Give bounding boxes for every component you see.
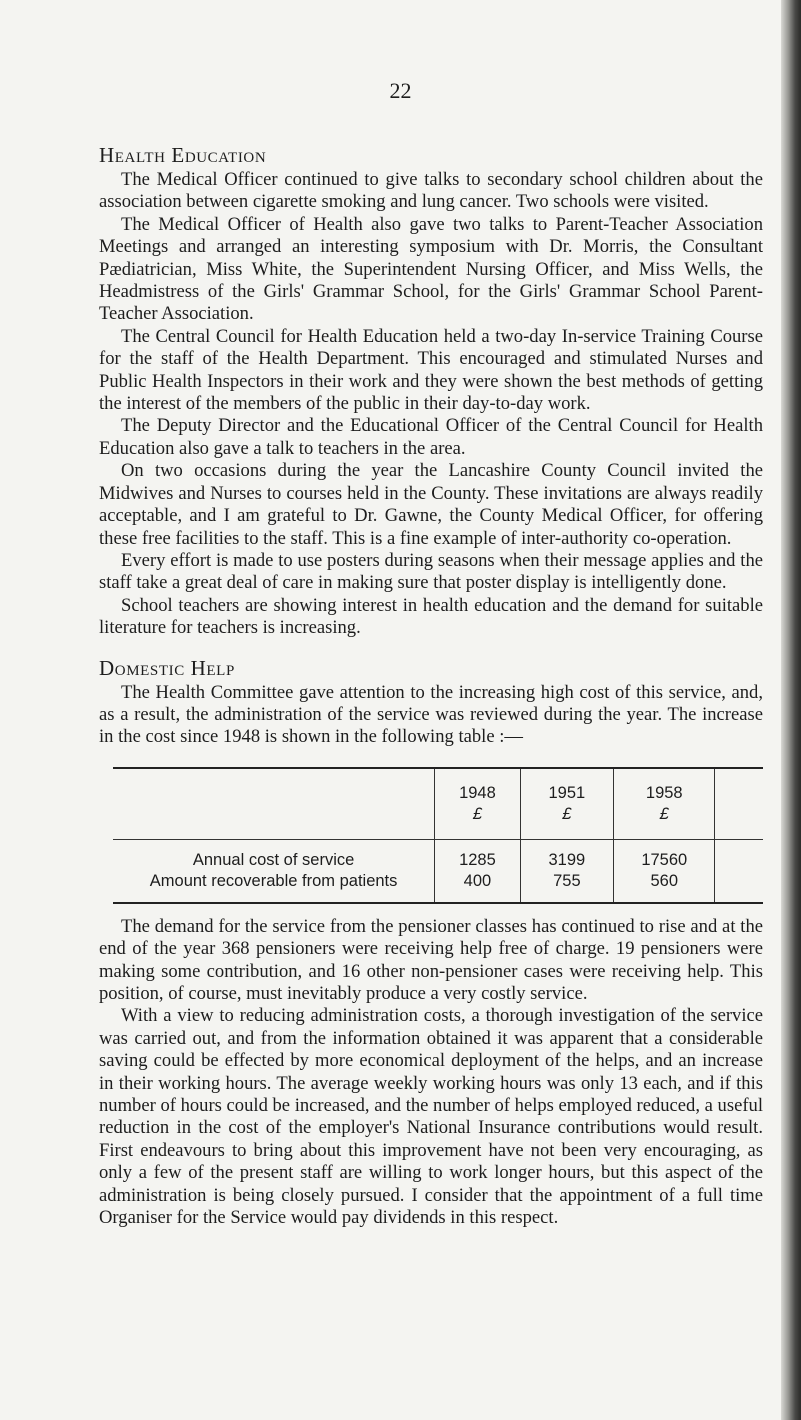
year-label: 1951 — [548, 783, 586, 802]
cost-table — [113, 767, 763, 904]
table-header-cell — [435, 768, 521, 840]
row-labels-cell — [113, 839, 435, 903]
table-value: 1285 — [459, 850, 496, 869]
currency-label: £ — [562, 804, 572, 823]
year-label: 1958 — [645, 783, 683, 802]
page-edge-shadow — [781, 0, 801, 1420]
paragraph: The demand for the service from the pensioner classes has continued to rise and at the end of the year 368 pensioners were receiving help free of charge. 19 pensioners were making some contribution, and 16 other non-pensioner cases were receiving help. This position, of course, must inevitably produce a very costly service. — [99, 915, 763, 1004]
section-heading-health-education: Health Education — [99, 143, 267, 167]
paragraph: On two occasions during the year the Lancashire County Council invited the Midwives and Nurses to courses held in the County. These invitations are always readily acceptable, and I am grateful to Dr. Gawne, the County Medical Officer, for offering these free facilities to the staff. This is a fine example of inter-authority co-operation. — [99, 460, 763, 549]
paragraph: The Deputy Director and the Educational Officer of the Central Council for Health Education also gave a talk to teachers in the area. — [99, 415, 763, 459]
values-cell — [435, 839, 521, 903]
paragraph: Every effort is made to use posters during seasons when their message applies and the staff take a great deal of care in making sure that poster display is intelligently done. — [99, 549, 763, 594]
table-value: 560 — [650, 871, 679, 890]
paragraph: The Health Committee gave attention to the increasing high cost of this service, and, as a result, the administration of the service was reviewed during the year. The increase in the cost since 1948 is shown in the following table :— — [99, 681, 763, 748]
table-header-cell — [614, 768, 715, 840]
table-spacer-cell — [715, 839, 763, 903]
paragraph: The Medical Officer of Health also gave two talks to Parent-Teacher Association Meetings and arranged an interesting symposium with Dr. Morris, the Consultant Pædiatrician, Miss White, the Superintendent Nursing Officer, and Miss Wells, the Headmistress of the Girls' Grammar School, for the Girls' Grammar School Parent-Teacher Association. — [99, 213, 763, 325]
row-label: Annual cost of service — [192, 850, 355, 869]
table-body-row — [113, 839, 763, 903]
table-value: 3199 — [548, 850, 586, 869]
values-cell — [614, 839, 715, 903]
paragraph: School teachers are showing interest in health education and the demand for suitable literature for teachers is increasing. — [99, 594, 763, 639]
paragraph: With a view to reducing administration costs, a thorough investigation of the service was carried out, and from the information obtained it was apparent that a considerable saving could be effected by more economical deployment of the helps, and an increase in their working hours. The average weekly working hours was only 13 each, and if this number of hours could be increased, and the number of helps employed reduced, a useful reduction in the cost of the employer's National Insurance contributions would result. First endeavours to bring about this improvement have not been very encouraging, as only a few of the present staff are willing to work longer hours, but this aspect of the administration is being closely pursued. I consider that the appointment of a full time Organiser for the Service would pay dividends in this respect. — [99, 1005, 763, 1229]
table-header-row — [113, 768, 763, 840]
table-value: 17560 — [641, 850, 688, 869]
table-value: 400 — [463, 871, 492, 890]
year-label: 1948 — [459, 783, 496, 802]
page-body — [99, 143, 763, 1229]
table-spacer-cell — [715, 768, 763, 840]
page-number: 22 — [389, 78, 412, 103]
table-value: 755 — [553, 871, 581, 890]
paragraph: The Medical Officer continued to give talks to secondary school children about the association between cigarette smoking and lung cancer. Two schools were visited. — [99, 169, 763, 213]
section-heading-domestic-help: Domestic Help — [99, 655, 235, 680]
paragraph: The Central Council for Health Education held a two-day In-service Training Course for the staff of the Health Department. This encouraged and stimulated Nurses and Public Health Inspectors in their work and they were shown the best methods of getting the interest of the members of the public in their day-to-day work. — [99, 325, 763, 415]
row-label: Amount recoverable from patients — [149, 871, 398, 890]
currency-label: £ — [472, 804, 483, 823]
table-header-blank — [113, 768, 435, 840]
currency-label: £ — [659, 804, 669, 823]
values-cell — [520, 839, 613, 903]
table-header-cell — [520, 768, 613, 840]
